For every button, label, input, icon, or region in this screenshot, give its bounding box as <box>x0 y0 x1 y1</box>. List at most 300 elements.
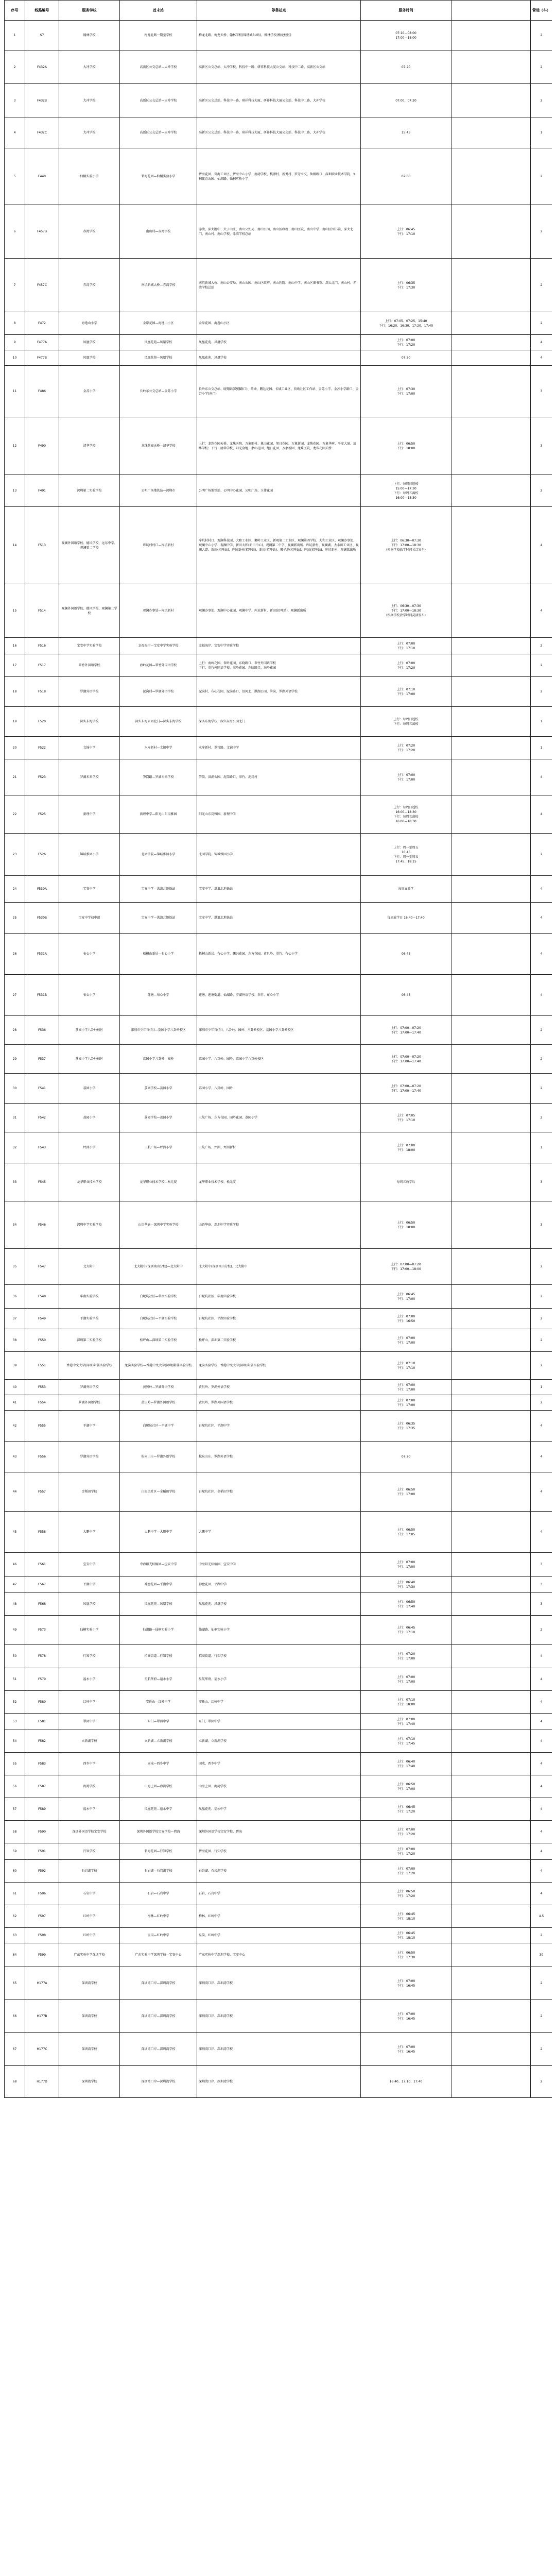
cell-terminals: 黄贝岭—罗湖外语学校 <box>120 1380 197 1395</box>
cell-school: 红岭中学 <box>59 1691 120 1714</box>
cell-terminals: 石岩—石岩中学 <box>120 1883 197 1905</box>
cell-route-code: F542 <box>25 1104 59 1132</box>
cell-vehicle-count: 1 <box>531 707 552 737</box>
cell-blank <box>451 1905 531 1928</box>
cell-school: 华南实验学校 <box>59 1285 120 1309</box>
cell-blank <box>451 21 531 50</box>
cell-stops: 龙岗实验学校、香港中文大学(深圳)附属实验学校 <box>197 1352 361 1380</box>
cell-seq: 39 <box>5 1352 25 1380</box>
cell-blank <box>451 737 531 759</box>
cell-blank <box>451 1883 531 1905</box>
cell-blank <box>451 638 531 654</box>
table-row <box>5 1163 552 1201</box>
cell-terminals: 石岩湖—石岩湖学校 <box>120 1860 197 1883</box>
cell-stops: 荔园小学、八卦岭、园岭 <box>197 1074 361 1104</box>
cell-school: 文锦中学 <box>59 737 120 759</box>
cell-seq: 36 <box>5 1285 25 1309</box>
cell-route-code: F536 <box>25 1016 59 1045</box>
cell-blank <box>451 1285 531 1309</box>
cell-vehicle-count: 3 <box>531 1201 552 1249</box>
cell-terminals: 梧桐山新居—布心小学 <box>120 934 197 975</box>
cell-seq: 65 <box>5 1967 25 2000</box>
table-row <box>5 638 552 654</box>
cell-blank <box>451 975 531 1016</box>
cell-route-code: F530A <box>25 876 59 903</box>
cell-terminals: 广东实验中学深圳学校—宝安中心 <box>120 1943 197 1967</box>
cell-seq: 37 <box>5 1309 25 1329</box>
cell-stops: 高新区公交总站、科技中一路、研祥科技大厦、研祥科技大厦公交站、科技中二路、大冲学校 <box>197 84 361 117</box>
table-row <box>5 1775 552 1798</box>
cell-route-code: F517 <box>25 654 59 677</box>
cell-terminals: 南山村—赤湾学校 <box>120 205 197 259</box>
table-row <box>5 1967 552 2000</box>
cell-service-time: 上行：07:00 下行：16:45 <box>361 2033 451 2066</box>
cell-seq: 67 <box>5 2033 25 2066</box>
cell-vehicle-count: 4 <box>531 1668 552 1691</box>
table-row <box>5 1843 552 1860</box>
cell-school: 罗湖外语学校 <box>59 1380 120 1395</box>
cell-school: 新理中学 <box>59 795 120 834</box>
cell-stops: 石岩湖、石岩湖学校 <box>197 1860 361 1883</box>
cell-service-time: 上行：07:00—07:20 下行：17:00—17:40 <box>361 1045 451 1074</box>
table-row <box>5 1691 552 1714</box>
cell-route-code: F583 <box>25 1753 59 1775</box>
table-row <box>5 1798 552 1821</box>
cell-vehicle-count: 2 <box>531 834 552 876</box>
cell-seq: 68 <box>5 2066 25 2098</box>
cell-stops: 深圳湾口岸、深圳湾学校 <box>197 2000 361 2033</box>
cell-stops: 松泉山庄、罗湖外语学校 <box>197 1442 361 1472</box>
cell-route-code: F531A <box>25 934 59 975</box>
cell-terminals: 凤凰花苑—凤凰学校 <box>120 335 197 350</box>
cell-vehicle-count: 2 <box>531 677 552 707</box>
cell-seq: 27 <box>5 975 25 1016</box>
cell-blank <box>451 1967 531 2000</box>
cell-terminals: 宝安中学—洪浪北地铁站 <box>120 876 197 903</box>
cell-seq: 2 <box>5 50 25 84</box>
cell-service-time: 上行：07:00 下行：17:00 <box>361 1380 451 1395</box>
cell-vehicle-count: 2 <box>531 1967 552 2000</box>
cell-seq: 25 <box>5 903 25 934</box>
cell-seq: 35 <box>5 1249 25 1285</box>
cell-blank <box>451 259 531 312</box>
cell-vehicle-count: 2 <box>531 205 552 259</box>
cell-seq: 52 <box>5 1691 25 1714</box>
cell-vehicle-count: 4 <box>531 1691 552 1714</box>
cell-service-time: 上行：07:00 下行：18:00 <box>361 1132 451 1163</box>
cell-vehicle-count: 4 <box>531 1411 552 1442</box>
cell-route-code: F558 <box>25 1512 59 1553</box>
table-row <box>5 1045 552 1074</box>
table-row <box>5 205 552 259</box>
cell-blank <box>451 84 531 117</box>
cell-seq: 15 <box>5 584 25 638</box>
cell-vehicle-count: 4 <box>531 759 552 795</box>
cell-terminals: 凤凰花苑—凤凰学校 <box>120 350 197 366</box>
cell-school: 海逸山小学 <box>59 312 120 335</box>
cell-terminals: 黄贝岭—罗湖外国语学校 <box>120 1395 197 1411</box>
cell-terminals: 金岸花园—海逸山小区 <box>120 312 197 335</box>
cell-service-time: 上行：07:00—07:20 下行：17:00—18:00 <box>361 1249 451 1285</box>
cell-vehicle-count: 2 <box>531 1045 552 1074</box>
cell-school: 广东实验中学深圳学校 <box>59 1943 120 1967</box>
cell-terminals: 南坑新城大桥—赤湾学校 <box>120 259 197 312</box>
cell-service-time: 上行：06:30—07:30 下行：17:00—18:30 (根据学校放学时间灵活发车) <box>361 507 451 584</box>
cell-service-time: 上行：07:30 下行：17:00 <box>361 366 451 417</box>
cell-school: 深圳湾学校 <box>59 2033 120 2066</box>
cell-route-code: F548 <box>25 1285 59 1309</box>
table-row <box>5 2000 552 2033</box>
cell-stops: 梅龙北路、梅龙天桥、翰林学校(锦绣城BU站)、翰林学校(梅龙校区) <box>197 21 361 50</box>
cell-vehicle-count: 2 <box>531 1285 552 1309</box>
cell-stops: 安托山、红岭中学 <box>197 1691 361 1714</box>
cell-stops: 山海上园、海湾学校 <box>197 1775 361 1798</box>
cell-seq: 30 <box>5 1074 25 1104</box>
cell-route-code: F589 <box>25 1798 59 1821</box>
cell-vehicle-count: 2 <box>531 2000 552 2033</box>
cell-vehicle-count: 4 <box>531 1512 552 1553</box>
cell-route-code: S7 <box>25 21 59 50</box>
cell-seq: 43 <box>5 1442 25 1472</box>
cell-vehicle-count: 3 <box>531 1163 552 1201</box>
cell-service-time: 上行：07:20 下行：17:20 <box>361 737 451 759</box>
cell-school: 观澜外国语学校、德风学校、远东中学、观澜第二学校 <box>59 507 120 584</box>
table-row <box>5 117 552 148</box>
cell-service-time: 07:20 <box>361 1442 451 1472</box>
cell-service-time: 上行：07:00 下行：17:20 <box>361 335 451 350</box>
cell-blank <box>451 1329 531 1352</box>
cell-service-time: 上行：07:10 下行：17:45 <box>361 1730 451 1753</box>
cell-route-code: F432A <box>25 50 59 84</box>
cell-blank <box>451 1163 531 1201</box>
cell-school: 大冲学校 <box>59 84 120 117</box>
cell-route-code: F518 <box>25 677 59 707</box>
cell-service-time: 上行：07:00 下行：17:00 <box>361 1395 451 1411</box>
cell-vehicle-count: 2 <box>531 1616 552 1645</box>
cell-service-time: 上行：07:10 下行：17:00 <box>361 677 451 707</box>
table-header-row <box>5 1 552 21</box>
table-row <box>5 737 552 759</box>
cell-stops: 黄贝岭、罗湖外国语学校 <box>197 1395 361 1411</box>
cell-vehicle-count: 3 <box>531 1577 552 1593</box>
cell-school: 海湾学校 <box>59 1775 120 1798</box>
cell-school: 罗湖外语学校 <box>59 1442 120 1472</box>
cell-seq: 5 <box>5 148 25 205</box>
cell-route-code: F543 <box>25 1132 59 1163</box>
cell-terminals: 龙华职业技术学校—松元厦 <box>120 1163 197 1201</box>
cell-vehicle-count: 2 <box>531 1104 552 1132</box>
cell-blank <box>451 584 531 638</box>
table-row <box>5 677 552 707</box>
cell-seq: 26 <box>5 934 25 975</box>
header-blank <box>451 1 531 21</box>
cell-service-time: 上行：07:00 下行：17:00 <box>361 759 451 795</box>
cell-terminals: 深圳湾口岸—深圳湾学校 <box>120 2066 197 2098</box>
cell-route-code: F568 <box>25 1593 59 1616</box>
cell-service-time: 07:00 <box>361 148 451 205</box>
table-row <box>5 795 552 834</box>
cell-terminals: 立新湖—立新湖学校 <box>120 1730 197 1753</box>
cell-terminals: 高新区公交总站—大冲学校 <box>120 117 197 148</box>
cell-stops: 大鹏中学 <box>197 1512 361 1553</box>
cell-route-code: F440 <box>25 148 59 205</box>
cell-blank <box>451 677 531 707</box>
cell-terminals: 仙湖路—仙桐实验小学 <box>120 1616 197 1645</box>
table-row <box>5 654 552 677</box>
cell-blank <box>451 1577 531 1593</box>
cell-route-code: F557 <box>25 1472 59 1512</box>
cell-school: 宝安中学 <box>59 1553 120 1577</box>
cell-school: 西乡中学 <box>59 1753 120 1775</box>
cell-vehicle-count: 4 <box>531 350 552 366</box>
table-row <box>5 1668 552 1691</box>
cell-seq: 3 <box>5 84 25 117</box>
cell-route-code: F597 <box>25 1905 59 1928</box>
cell-terminals: 深圳湾口岸—深圳湾学校 <box>120 1967 197 2000</box>
cell-stops: 龙华职业技术学校、松元厦 <box>197 1163 361 1201</box>
cell-terminals: 宝安中学—洪浪北地铁站 <box>120 903 197 934</box>
cell-school: 清华学校 <box>59 417 120 475</box>
cell-school: 深圳外国语学校宝安学校 <box>59 1821 120 1843</box>
cell-terminals: 水库新村—文锦中学 <box>120 737 197 759</box>
cell-seq: 62 <box>5 1905 25 1928</box>
header-service-time: 服务时间 <box>361 1 451 21</box>
cell-seq: 64 <box>5 1943 25 1967</box>
cell-service-time: 上行：06:50 下行：18:00 <box>361 1201 451 1249</box>
cell-terminals: 神盘花园—平湖中学 <box>120 1577 197 1593</box>
table-row <box>5 148 552 205</box>
cell-route-code: F556 <box>25 1442 59 1472</box>
cell-blank <box>451 1472 531 1512</box>
cell-blank <box>451 475 531 507</box>
cell-terminals: 白坭坑社区—平湖实验学校 <box>120 1309 197 1329</box>
cell-route-code: F554 <box>25 1395 59 1411</box>
cell-stops: 深实东海学校、深实东海公园北门 <box>197 707 361 737</box>
cell-service-time: 上行：06:40 下行：17:40 <box>361 1753 451 1775</box>
cell-seq: 6 <box>5 205 25 259</box>
cell-blank <box>451 507 531 584</box>
cell-vehicle-count: 2 <box>531 1309 552 1329</box>
cell-vehicle-count: 2 <box>531 1928 552 1943</box>
cell-stops: 南坑新城大桥、南山公安局、南山公园、南山区政府、南山医院、南山中学、南山区图书馆、深大北门、南山村、赤湾学校总站 <box>197 259 361 312</box>
cell-school: 荔园小学八卦岭校区 <box>59 1045 120 1074</box>
table-row <box>5 1249 552 1285</box>
cell-stops: 深圳湾口岸、深圳湾学校 <box>197 2066 361 2098</box>
table-row <box>5 1352 552 1380</box>
cell-school: 石岩湖学校 <box>59 1860 120 1883</box>
cell-terminals: 白坭坑社区—平湖中学 <box>120 1411 197 1442</box>
table-row <box>5 350 552 366</box>
cell-service-time: 上行：06:35 下行：17:35 <box>361 1411 451 1442</box>
table-row <box>5 1860 552 1883</box>
cell-seq: 7 <box>5 259 25 312</box>
table-row <box>5 1616 552 1645</box>
table-row <box>5 507 552 584</box>
cell-service-time: 上行：06:30—07:30 下行：17:00—18:30 (根据学校放学时间灵活发车) <box>361 584 451 638</box>
cell-blank <box>451 759 531 795</box>
cell-blank <box>451 1016 531 1045</box>
cell-stops: 上行：龙珠花园天桥、龙珠医院、万象旧村、象山花园、旭日花园、万象新园、龙珠花园、万象华府、平安大厦、清华学校；下行：清华学校、阳光金地、象山花园、旭日花园、万象新园、龙珠医院、龙珠花园天桥 <box>197 417 361 475</box>
cell-service-time: 上行：每周日返校 下行：每周五离校 <box>361 707 451 737</box>
table-row <box>5 759 552 795</box>
cell-service-time: 上行：每周日返校 16:00—18:30 下行：每周五离校 16:00—18:30 <box>361 795 451 834</box>
table-row <box>5 1821 552 1843</box>
cell-school: 福永中学 <box>59 1798 120 1821</box>
cell-service-time: 上行：06:50 下行：17:00 <box>361 1775 451 1798</box>
cell-stops: 笋岗、洪湖公园、泥岗路口、翠竹、泥岗村 <box>197 759 361 795</box>
cell-stops: 星航华府、福永小学 <box>197 1668 361 1691</box>
cell-vehicle-count: 4 <box>531 335 552 350</box>
cell-school: 行知学校 <box>59 1645 120 1668</box>
cell-route-code: H177D <box>25 2066 59 2098</box>
cell-stops: 高新区公交总站、科技中一路、研祥科技大厦、研祥科技大厦公交站、科技中二路、大冲学校 <box>197 117 361 148</box>
table-row <box>5 2066 552 2098</box>
cell-seq: 56 <box>5 1775 25 1798</box>
table-row <box>5 1329 552 1352</box>
cell-route-code: F550 <box>25 1329 59 1352</box>
cell-route-code: F523 <box>25 759 59 795</box>
cell-route-code: F432B <box>25 84 59 117</box>
table-row <box>5 1943 552 1967</box>
cell-vehicle-count: 4 <box>531 1714 552 1730</box>
cell-blank <box>451 335 531 350</box>
cell-school: 荔园小学 <box>59 1104 120 1132</box>
cell-service-time: 07:00、07:20 <box>361 84 451 117</box>
cell-school: 金苏小学 <box>59 366 120 417</box>
cell-blank <box>451 654 531 677</box>
cell-service-time: 上行：06:40 下行：17:30 <box>361 1577 451 1593</box>
cell-stops: 深圳湾口岸、深圳湾学校 <box>197 2033 361 2066</box>
table-row <box>5 1442 552 1472</box>
table-row <box>5 1553 552 1577</box>
table-row <box>5 1730 552 1753</box>
cell-blank <box>451 1309 531 1329</box>
header-vehicle-count: 营运（车） <box>531 1 552 21</box>
cell-terminals: 荔园学校—荔园小学 <box>120 1074 197 1104</box>
cell-route-code: F546 <box>25 1201 59 1249</box>
cell-terminals: 公明广场地铁站—深圳市 <box>120 475 197 507</box>
table-row <box>5 834 552 876</box>
cell-route-code: F477B <box>25 350 59 366</box>
cell-school: 罗湖外语学校 <box>59 677 120 707</box>
cell-blank <box>451 1553 531 1577</box>
table-row <box>5 366 552 417</box>
cell-vehicle-count: 1 <box>531 1380 552 1395</box>
cell-stops: 凤凰花苑、凤凰学校 <box>197 335 361 350</box>
cell-terminals: 观澜办事处—库坑新村 <box>120 584 197 638</box>
cell-seq: 41 <box>5 1395 25 1411</box>
cell-stops: 固戍、西乡中学 <box>197 1753 361 1775</box>
cell-route-code: F587 <box>25 1775 59 1798</box>
cell-stops: 凤凰花苑、凤凰学校 <box>197 1593 361 1616</box>
cell-school: 布心小学 <box>59 934 120 975</box>
cell-vehicle-count: 2 <box>531 654 552 677</box>
cell-route-code: F491 <box>25 475 59 507</box>
cell-seq: 66 <box>5 2000 25 2033</box>
cell-vehicle-count: 2 <box>531 21 552 50</box>
cell-blank <box>451 1730 531 1753</box>
cell-school: 罗湖外国语学校 <box>59 1395 120 1411</box>
cell-school: 红岭中学 <box>59 1928 120 1943</box>
cell-terminals: 梅林—红岭中学 <box>120 1905 197 1928</box>
cell-vehicle-count: 3 <box>531 1553 552 1577</box>
cell-terminals: 深圳湾口岸—深圳湾学校 <box>120 2000 197 2033</box>
cell-seq: 33 <box>5 1163 25 1201</box>
cell-vehicle-count: 4 <box>531 1843 552 1860</box>
cell-stops: 松坪山、深圳第二实验学校 <box>197 1329 361 1352</box>
cell-seq: 29 <box>5 1045 25 1074</box>
table-row <box>5 50 552 84</box>
table-row <box>5 1512 552 1553</box>
cell-school: 香港中文大学(深圳)附属实验学校 <box>59 1352 120 1380</box>
cell-terminals: 中海阳光棕榈园—宝安中学 <box>120 1553 197 1577</box>
cell-route-code: F522 <box>25 737 59 759</box>
cell-terminals: 新理中学—阳光山东岗雅园 <box>120 795 197 834</box>
cell-seq: 28 <box>5 1016 25 1045</box>
cell-route-code: F516 <box>25 638 59 654</box>
cell-service-time: 每周五放学 <box>361 876 451 903</box>
cell-blank <box>451 1074 531 1104</box>
table-row <box>5 934 552 975</box>
cell-vehicle-count: 4 <box>531 1821 552 1843</box>
cell-vehicle-count: 2 <box>531 1016 552 1045</box>
cell-vehicle-count: 4 <box>531 934 552 975</box>
cell-terminals: 笋岗路—罗湖未来学校 <box>120 759 197 795</box>
table-row <box>5 975 552 1016</box>
cell-school: 深圳第二实验学校 <box>59 1329 120 1352</box>
cell-service-time: 上行：06:45 下行：17:00 <box>361 1285 451 1309</box>
table-row <box>5 1285 552 1309</box>
table-row <box>5 1016 552 1045</box>
cell-seq: 57 <box>5 1798 25 1821</box>
table-row <box>5 1309 552 1329</box>
cell-service-time: 每周放学日 16:40—17:40 <box>361 903 451 934</box>
cell-seq: 12 <box>5 417 25 475</box>
cell-vehicle-count: 4 <box>531 795 552 834</box>
cell-stops: 广东实验中学深圳学校、宝安中心 <box>197 1943 361 1967</box>
cell-blank <box>451 1380 531 1395</box>
cell-vehicle-count: 4 <box>531 1775 552 1798</box>
cell-blank <box>451 795 531 834</box>
cell-terminals: 松坪山—深圳第二实验学校 <box>120 1329 197 1352</box>
cell-terminals: 海岭花园—翠竹外国语学校 <box>120 654 197 677</box>
cell-blank <box>451 1798 531 1821</box>
cell-route-code: F561 <box>25 1553 59 1577</box>
cell-seq: 60 <box>5 1860 25 1883</box>
cell-route-code: F598 <box>25 1928 59 1943</box>
cell-seq: 19 <box>5 707 25 737</box>
cell-school: 仙桐实验小学 <box>59 148 120 205</box>
cell-terminals: 东门—翠园中学 <box>120 1714 197 1730</box>
table-row <box>5 1074 552 1104</box>
cell-school: 大冲学校 <box>59 117 120 148</box>
cell-service-time: 06:45 <box>361 934 451 975</box>
cell-seq: 42 <box>5 1411 25 1442</box>
cell-blank <box>451 1668 531 1691</box>
cell-service-time: 15:45 <box>361 117 451 148</box>
header-route-code: 线路编号 <box>25 1 59 21</box>
cell-blank <box>451 1928 531 1943</box>
cell-school: 平湖实验学校 <box>59 1309 120 1329</box>
cell-seq: 59 <box>5 1843 25 1860</box>
cell-blank <box>451 148 531 205</box>
cell-stops: 白坭坑社区、平湖中学 <box>197 1411 361 1442</box>
cell-service-time: 07:10—08:00 17:00—18:00 <box>361 21 451 50</box>
cell-service-time: 上行：06:45 下行：18:10 <box>361 1905 451 1928</box>
cell-blank <box>451 1442 531 1472</box>
cell-service-time: 上行：06:50 下行：18:00 <box>361 417 451 475</box>
cell-service-time: 上行：06:50 下行：17:20 <box>361 1883 451 1905</box>
